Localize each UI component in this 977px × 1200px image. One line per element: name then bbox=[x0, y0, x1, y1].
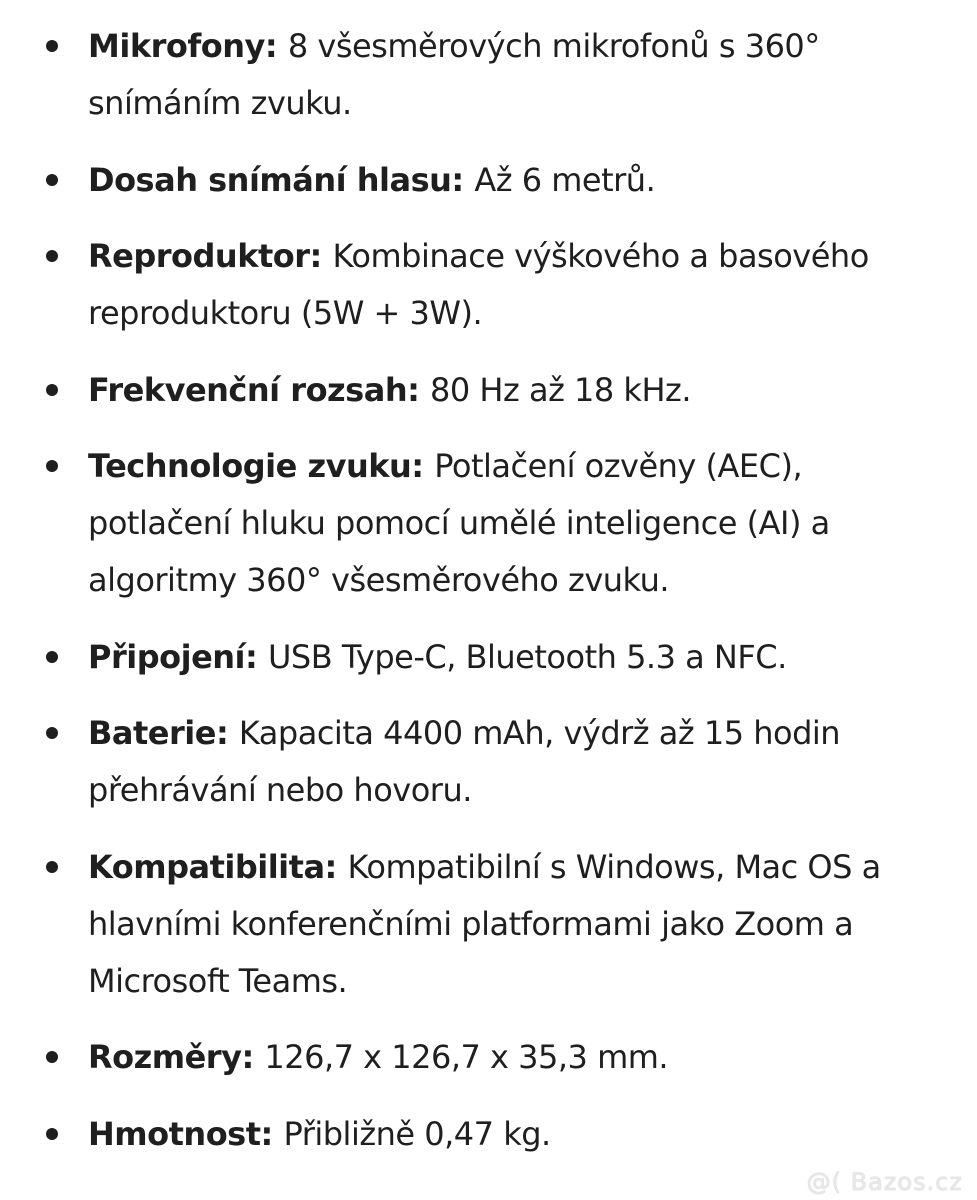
spec-item-reproduktor bbox=[0, 228, 977, 342]
spec-item-frekvencni-rozsah bbox=[0, 362, 977, 419]
spec-item-dosah bbox=[0, 152, 977, 209]
spec-text: 80 Hz až 18 kHz. bbox=[430, 370, 691, 409]
spec-label: Kompatibilita: bbox=[88, 847, 348, 886]
bazos-watermark: @( Bazos.cz bbox=[806, 1168, 963, 1196]
bullet-icon bbox=[46, 1051, 58, 1063]
spec-text: Kompatibilní s Windows, Mac OS a hlavními konferenčními platformami jako Zoom a Microsoft Teams. bbox=[88, 847, 881, 1000]
spec-item-hmotnost bbox=[0, 1106, 977, 1163]
spec-label: Technologie zvuku: bbox=[88, 447, 435, 485]
spec-label: Rozměry: bbox=[88, 1038, 265, 1076]
spec-text: 8 všesměrových mikrofonů s 360° snímáním zvuku. bbox=[88, 27, 820, 122]
spec-label: Mikrofony: bbox=[88, 27, 288, 65]
spec-label: Baterie: bbox=[88, 714, 239, 752]
spec-text: Potlačení ozvěny (AEC), potlačení hluku pomocí umělé inteligence (AI) a algoritmy 360° všesměrového zvuku. bbox=[88, 447, 830, 599]
spec-item-baterie bbox=[0, 705, 977, 819]
spec-item-rozmery bbox=[0, 1029, 977, 1086]
spec-text: Až 6 metrů. bbox=[474, 160, 656, 199]
spec-text: Kapacita 4400 mAh, výdrž až 15 hodin přehrávání nebo hovoru. bbox=[88, 714, 841, 809]
spec-text: Přibližně 0,47 kg. bbox=[283, 1114, 551, 1153]
spec-label: Dosah snímání hlasu: bbox=[88, 160, 475, 199]
spec-item-technologie-zvuku bbox=[0, 438, 977, 609]
spec-label: Hmotnost: bbox=[88, 1114, 284, 1153]
bullet-icon bbox=[46, 174, 58, 186]
spec-item-pripojeni bbox=[0, 629, 977, 686]
bullet-icon bbox=[46, 460, 58, 472]
spec-label: Reproduktor: bbox=[88, 237, 333, 275]
spec-label: Připojení: bbox=[88, 637, 268, 676]
spec-list bbox=[0, 18, 977, 1182]
bullet-icon bbox=[46, 40, 58, 52]
bullet-icon bbox=[46, 1128, 58, 1140]
spec-item-mikrofony bbox=[0, 18, 977, 132]
spec-text: USB Type-C, Bluetooth 5.3 a NFC. bbox=[267, 637, 787, 676]
bullet-icon bbox=[46, 727, 58, 739]
bullet-icon bbox=[46, 250, 58, 262]
spec-item-kompatibilita bbox=[0, 839, 977, 1010]
bullet-icon bbox=[46, 651, 58, 663]
spec-label: Frekvenční rozsah: bbox=[88, 370, 431, 409]
spec-text: 126,7 x 126,7 x 35,3 mm. bbox=[264, 1038, 669, 1076]
bullet-icon bbox=[46, 384, 58, 396]
bullet-icon bbox=[46, 861, 58, 873]
spec-text: Kombinace výškového a basového reproduktoru (5W + 3W). bbox=[88, 237, 869, 332]
